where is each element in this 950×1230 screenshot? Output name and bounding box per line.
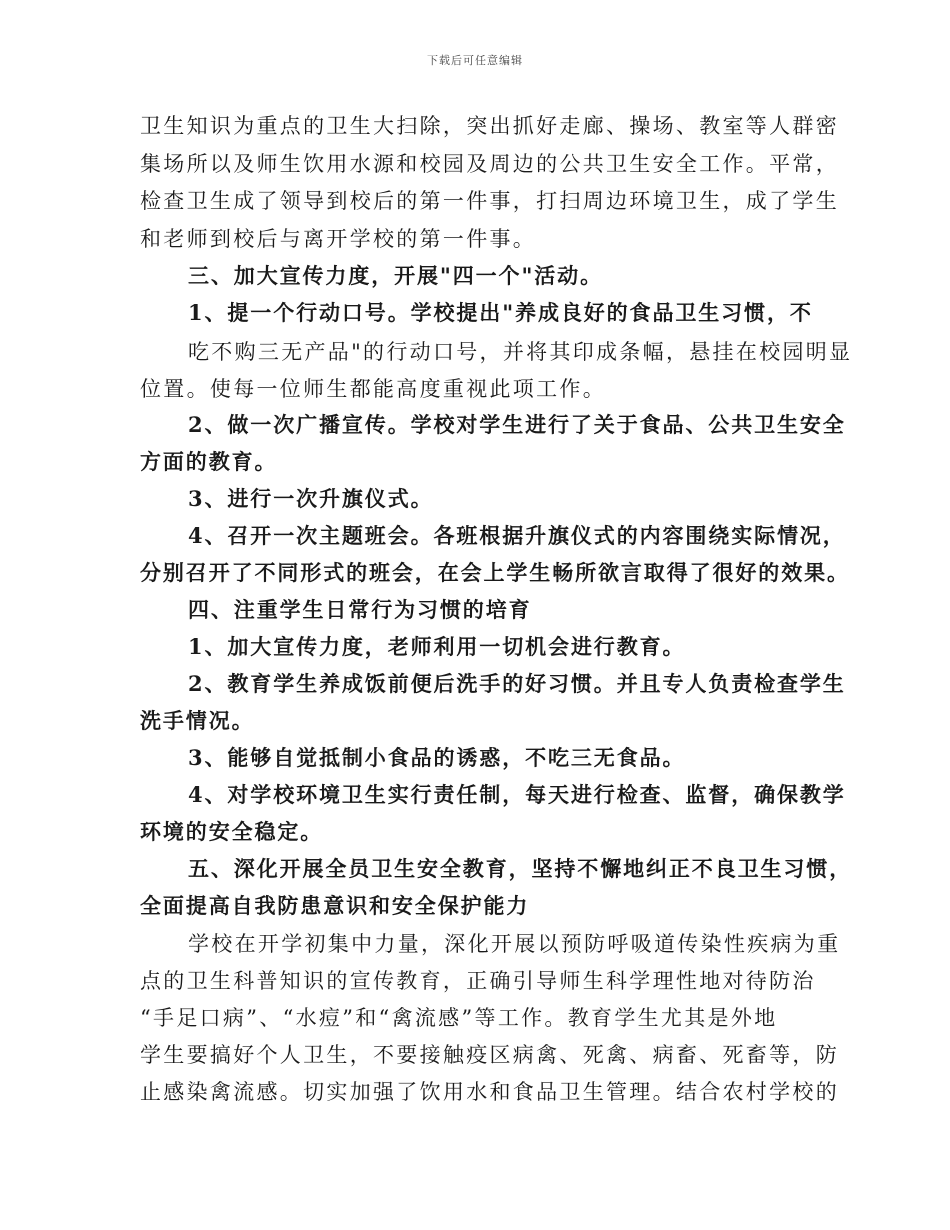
body-line: 止感染禽流感。切实加强了饮用水和食品卫生管理。结合农村学校的 [140, 1080, 839, 1104]
body-line: 位置。使每一位师生都能高度重视此项工作。 [140, 377, 606, 401]
body-line: 学校在开学初集中力量，深化开展以预防呼吸道传染性疾病为重 [188, 932, 841, 956]
body-line: 集场所以及师生饮用水源和校园及周边的公共卫生安全工作。平常， [140, 152, 839, 176]
page-header: 下载后可任意编辑 [427, 54, 523, 67]
body-line: 点的卫生科普知识的宣传教育，正确引导师生科学理性地对待防治 [140, 969, 816, 993]
list-item-continued: 环境的安全稳定。 [140, 819, 324, 844]
body-line: 学生要搞好个人卫生，不要接触疫区病禽、死禽、病畜、死畜等，防 [140, 1043, 839, 1067]
list-item-continued: 洗手情况。 [140, 708, 255, 733]
list-item: 4、召开一次主题班会。各班根据升旗仪式的内容围绕实际情况， [188, 523, 846, 548]
list-item: 3、能够自觉抵制小食品的诱惑，不吃三无食品。 [188, 745, 686, 770]
list-item: 4、对学校环境卫生实行责任制，每天进行检查、监督，确保教学 [188, 782, 846, 807]
list-item: 1、加大宣传力度，老师利用一切机会进行教育。 [188, 634, 686, 659]
list-item: 2、教育学生养成饭前便后洗手的好习惯。并且专人负责检查学生 [188, 671, 846, 696]
section-heading: 五、深化开展全员卫生安全教育，坚持不懈地纠正不良卫生习惯， [188, 856, 853, 881]
list-item: 2、做一次广播宣传。学校对学生进行了关于食品、公共卫生安全 [188, 412, 846, 437]
body-line: 和老师到校后与离开学校的第一件事。 [140, 227, 537, 251]
section-heading: 三、加大宣传力度，开展"四一个"活动。 [188, 263, 603, 288]
section-heading: 四、注重学生日常行为习惯的培育 [188, 597, 532, 622]
list-item-continued: 方面的教育。 [140, 449, 278, 474]
body-line: 检查卫生成了领导到校后的第一件事，打扫周边环境卫生，成了学生 [140, 189, 839, 213]
list-item-continued: 分别召开了不同形式的班会，在会上学生畅所欲言取得了很好的效果。 [140, 560, 850, 585]
list-item: 1、提一个行动口号。学校提出"养成良好的食品卫生习惯，不 [188, 300, 813, 325]
list-item: 3、进行一次升旗仪式。 [188, 486, 434, 511]
body-line: “手足口病”、“水痘”和“禽流感”等工作。教育学生尤其是外地 [140, 1006, 778, 1030]
body-line: 吃不购三无产品"的行动口号，并将其印成条幅，悬挂在校园明显 [188, 340, 853, 364]
section-heading-continued: 全面提高自我防患意识和安全保护能力 [140, 893, 530, 918]
body-line: 卫生知识为重点的卫生大扫除，突出抓好走廊、操场、教室等人群密 [140, 114, 839, 138]
